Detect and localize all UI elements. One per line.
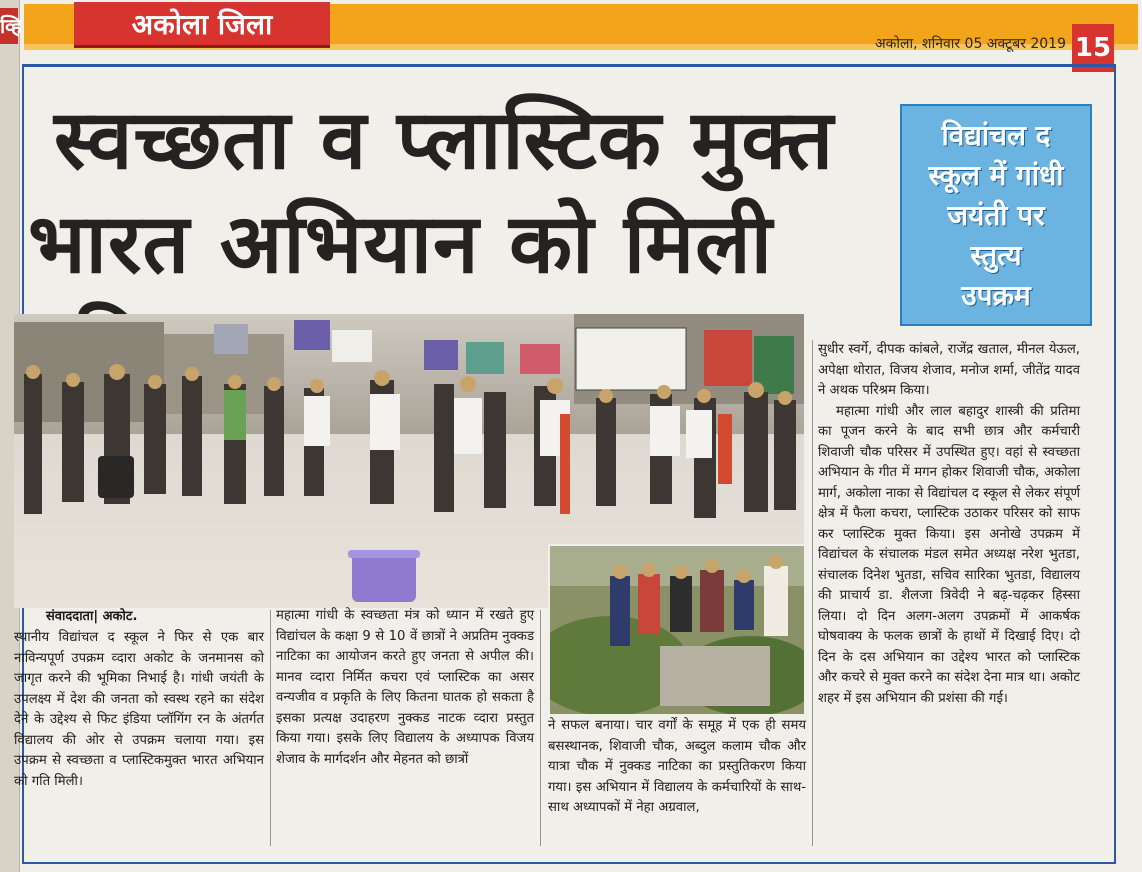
article-paragraph: महात्मा गांधी के स्वच्छता मंत्र को ध्यान में रखते हुए विद्यांचल के कक्षा 9 से 10 वें छात्रों ने अप्रतिम नुक्कड नाटिका का आयोजन करते हुए जनता से अपील की। मानव व्दारा निर्मित कचरा एवं प्लास्टिक का असर वन्यजीव व प्रकृति के लिए कितना घातक हो सकता है इसका प्रत्यक्ष उदाहरण नुक्कड नाटक व्दारा प्रस्तुत किया गया। इसके लिए विद्यालय के अध्यापक विजय शेजाव के मार्गदर्शन और मेहनत को छात्रों (276, 608, 534, 767)
cleanup-photo-image (550, 546, 806, 716)
article-column-2 (276, 606, 534, 770)
article-column-4 (818, 340, 1080, 709)
column-rule (270, 610, 271, 846)
kicker-box (900, 104, 1092, 326)
kicker-line: स्तुत्य (970, 239, 1022, 272)
headline-line-2: भारत अभियान को मिली (28, 196, 773, 292)
article-column-1 (14, 628, 264, 792)
byline: संवाददाता| अकोट. (46, 609, 138, 624)
column-rule (540, 610, 541, 846)
article-column-3 (548, 716, 806, 819)
kicker-line: उपक्रम (961, 279, 1031, 312)
article-paragraph: ने सफल बनाया। चार वर्गों के समूह में एक ही समय बसस्थानक, शिवाजी चौक, अब्दुल कलाम चौक और यात्रा चौक में नुक्कड नाटिका का प्रस्तुतिकरण किया गया। इस अभियान में विद्यालय के कर्मचारियों के साथ-साथ अध्यापकों में नेहा अग्रवाल, (548, 718, 806, 815)
kicker-line: जयंती पर (947, 199, 1045, 232)
section-title: अकोला जिला (131, 8, 273, 41)
article-paragraph: स्थानीय विद्यांचल द स्कूल ने फिर से एक बार नाविन्यपूर्ण उपक्रम व्दारा अकोट के जनमानस को जागृत करने की भूमिका निभाई है। गांधी जयंती के उपलक्ष्य में देश की जनता को स्वस्थ रहने का संदेश देने के उद्देश्य से फिट इंडिया प्लॉगिंग रन के अंतर्गत विद्यालय की ओर से उपक्रम चलाया गया। इस उपक्रम से स्वच्छता व प्लास्टिकमुक्त भारत अभियान को गति मिली। (14, 630, 264, 789)
kicker-line: स्कूल में गांधी (928, 159, 1064, 192)
kicker-line: विद्यांचल द (941, 119, 1051, 152)
article-paragraph: सुधीर स्वर्गे, दीपक कांबले, राजेंद्र खताल, मीनल येऊल, अपेक्षा थोरात, विजय शेजाव, मनोज शर्मा, जीतेंद्र यादव ने अथक परिश्रम किया। (818, 342, 1080, 398)
cleanup-photo (548, 544, 806, 716)
dateline: अकोला, शनिवार 05 अक्टूबर 2019 (874, 36, 1066, 52)
column-rule (812, 340, 813, 846)
spine-tab: व्हि (0, 8, 18, 44)
page-number: 15 (1072, 24, 1114, 72)
headline-line-1: स्वच्छता व प्लास्टिक मुक्त (54, 92, 835, 188)
article-paragraph: महात्मा गांधी और लाल बहादुर शास्त्री की प्रतिमा का पूजन करने के बाद सभी छात्र और कर्मचारी शिवाजी चौक परिसर में उपस्थित हुए। वहां से स्वच्छता अभियान के गीत में मगन होकर शिवाजी चौक, अकोला मार्ग, अकोला नाका से विद्यांचल द स्कूल से लेकर संपूर्ण क्षेत्र में फैला कचरा, प्लास्टिक उठाकर परिसर को साफ कर प्लास्टिक मुक्त किया। इस अनोखे उपक्रम में विद्यांचल के संचालक मंडल समेत अध्यक्ष नरेश भुतडा, संचालक दिनेश भुतडा, सचिव सारिका भुतडा, विद्यालय की प्राचार्य डा. शैलजा त्रिवेदी ने बढ़-चढ़कर हिस्सा लिया। दो दिन अलग-अलग उपक्रमों में आकर्षक घोषवाक्य के फलक छात्रों के हाथों में दिखाई दिए। दो दिन के दस अभियान का उद्देश्य भारत को प्लास्टिक और कचरे से मुक्त करने का संदेश देना मात्र था। अकोट शहर में इस अभियान की प्रशंसा की गई। (818, 403, 1080, 706)
section-tag (74, 2, 330, 48)
